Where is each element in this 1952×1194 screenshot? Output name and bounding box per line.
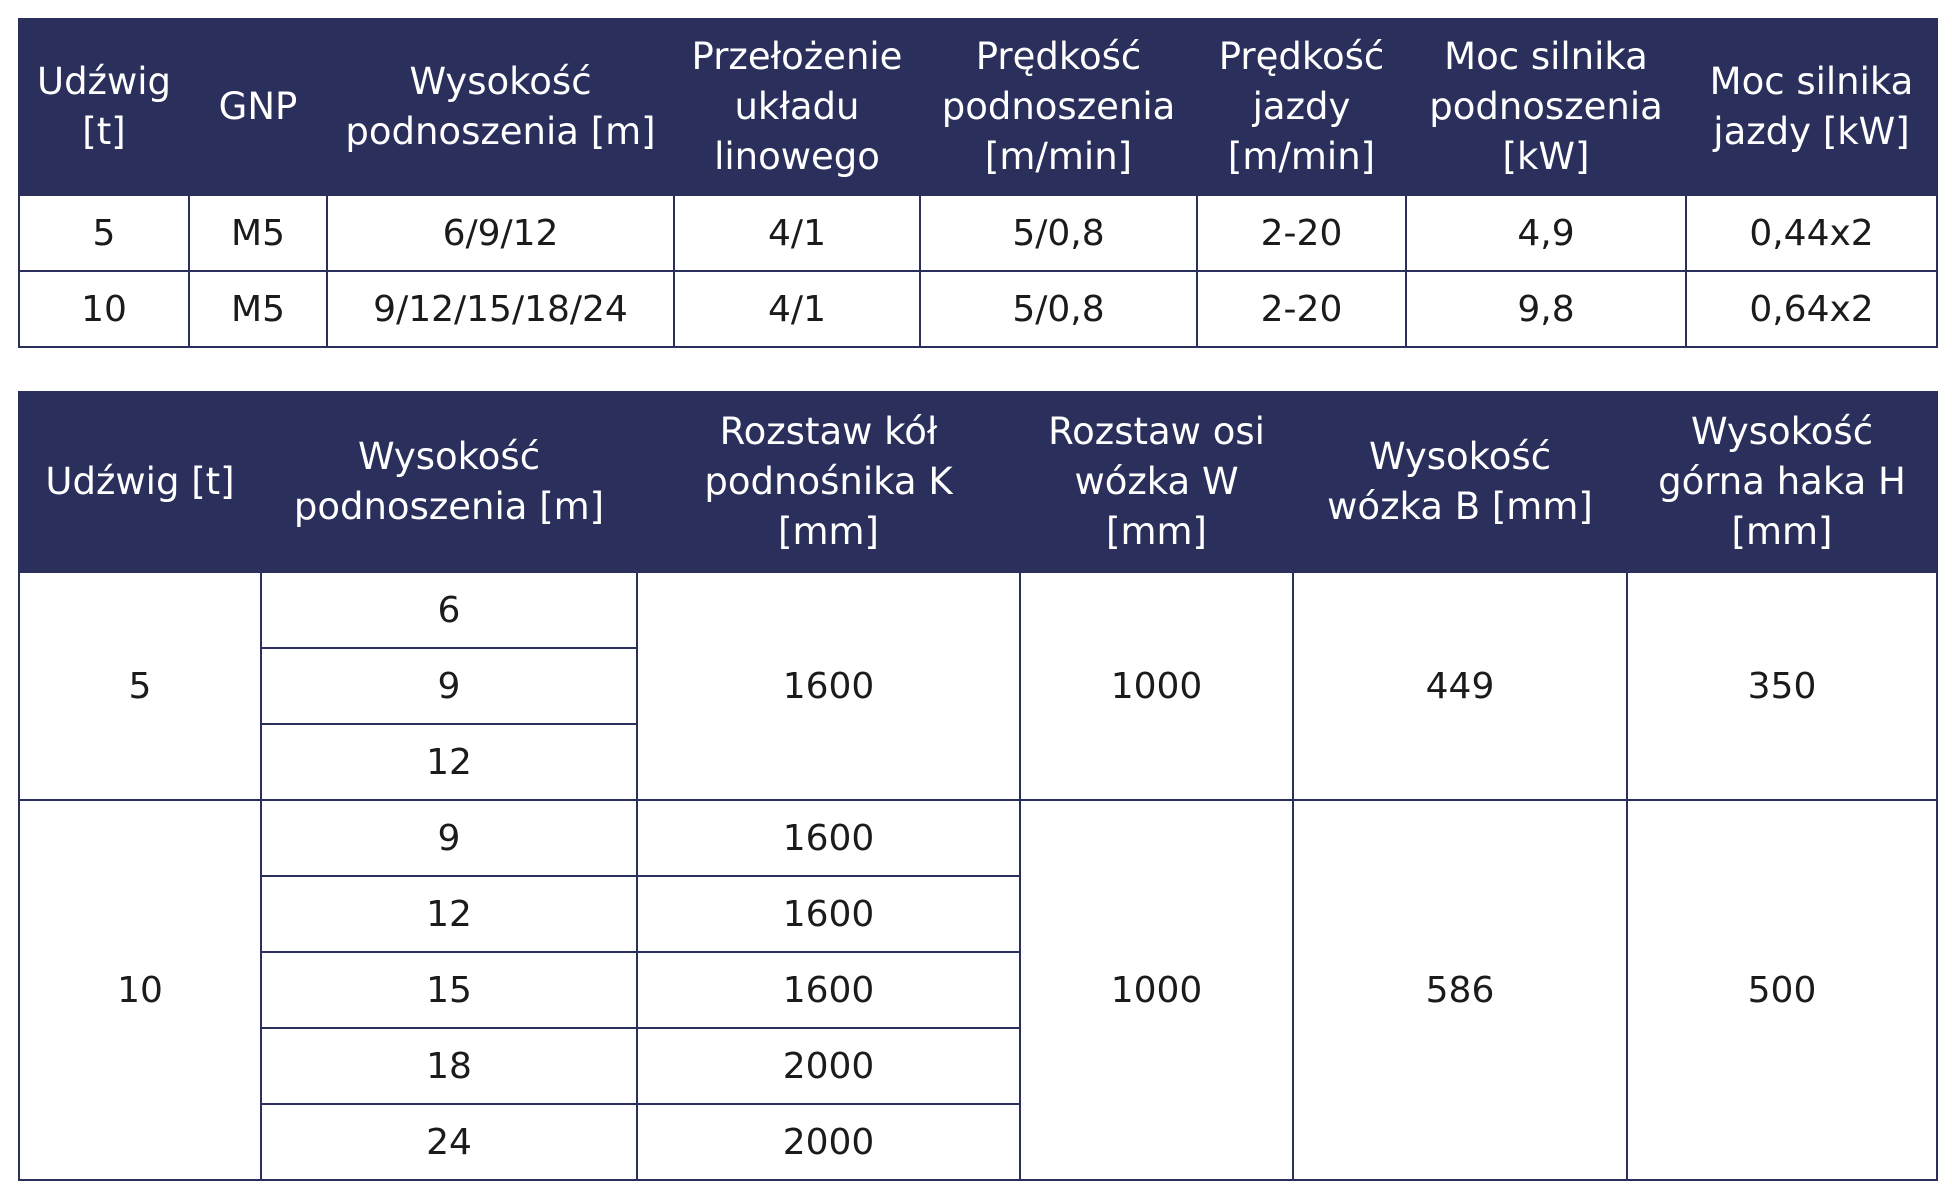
cell-lift-height: 9/12/15/18/24: [327, 271, 674, 347]
cell-wheel-spacing: 1600: [637, 952, 1020, 1028]
cell-trolley-height: 449: [1293, 572, 1627, 800]
cell-wheel-spacing: 1600: [637, 800, 1020, 876]
header-travel-motor-power: Moc silnika jazdy [kW]: [1686, 19, 1937, 195]
cell-travel-speed: 2-20: [1197, 195, 1406, 271]
cell-capacity: 10: [19, 271, 189, 347]
cell-hook-height: 500: [1627, 800, 1937, 1180]
specs-table: [18, 18, 1938, 348]
cell-hook-height: 350: [1627, 572, 1937, 800]
header-gnp: GNP: [189, 19, 327, 195]
table-row: [19, 271, 1937, 347]
cell-lift-height: 24: [261, 1104, 637, 1180]
cell-lift-height: 9: [261, 648, 637, 724]
cell-lift-height: 9: [261, 800, 637, 876]
cell-trolley-height: 586: [1293, 800, 1627, 1180]
cell-capacity: 5: [19, 572, 261, 800]
header-wheel-spacing: Rozstaw kół podnośnika K [mm]: [637, 392, 1020, 572]
header-travel-speed: Prędkość jazdy [m/min]: [1197, 19, 1406, 195]
cell-capacity: 5: [19, 195, 189, 271]
cell-lift-speed: 5/0,8: [920, 271, 1197, 347]
table-row: [19, 572, 1937, 648]
header-hook-height: Wysokość górna haka H [mm]: [1627, 392, 1937, 572]
cell-travel-motor-power: 0,44x2: [1686, 195, 1937, 271]
cell-lift-height: 18: [261, 1028, 637, 1104]
header-lift-motor-power: Moc silnika podnoszenia [kW]: [1406, 19, 1686, 195]
cell-lift-motor-power: 4,9: [1406, 195, 1686, 271]
cell-travel-speed: 2-20: [1197, 271, 1406, 347]
dimensions-table: [18, 391, 1938, 1181]
cell-gnp: M5: [189, 195, 327, 271]
cell-gnp: M5: [189, 271, 327, 347]
cell-lift-height: 12: [261, 876, 637, 952]
cell-lift-height: 6: [261, 572, 637, 648]
cell-wheel-spacing: 1600: [637, 876, 1020, 952]
header-lift-height: Wysokość podnoszenia [m]: [261, 392, 637, 572]
cell-rope-reeving: 4/1: [674, 271, 920, 347]
cell-lift-height: 12: [261, 724, 637, 800]
table-row: [19, 195, 1937, 271]
cell-lift-speed: 5/0,8: [920, 195, 1197, 271]
cell-wheel-spacing: 1600: [637, 572, 1020, 800]
cell-capacity: 10: [19, 800, 261, 1180]
cell-rope-reeving: 4/1: [674, 195, 920, 271]
dims-header-row: [19, 392, 1937, 572]
header-lift-speed: Prędkość podnoszenia [m/min]: [920, 19, 1197, 195]
cell-lift-height: 15: [261, 952, 637, 1028]
header-axle-spacing: Rozstaw osi wózka W [mm]: [1020, 392, 1293, 572]
cell-wheel-spacing: 2000: [637, 1028, 1020, 1104]
header-capacity: Udźwig [t]: [19, 392, 261, 572]
cell-lift-motor-power: 9,8: [1406, 271, 1686, 347]
cell-lift-height: 6/9/12: [327, 195, 674, 271]
table-row: [19, 800, 1937, 876]
cell-travel-motor-power: 0,64x2: [1686, 271, 1937, 347]
header-lift-height: Wysokość podnoszenia [m]: [327, 19, 674, 195]
header-capacity: Udźwig [t]: [19, 19, 189, 195]
cell-wheel-spacing: 2000: [637, 1104, 1020, 1180]
cell-axle-spacing: 1000: [1020, 800, 1293, 1180]
specs-header-row: [19, 19, 1937, 195]
header-rope-reeving: Przełożenie układu linowego: [674, 19, 920, 195]
header-trolley-height: Wysokość wózka B [mm]: [1293, 392, 1627, 572]
cell-axle-spacing: 1000: [1020, 572, 1293, 800]
